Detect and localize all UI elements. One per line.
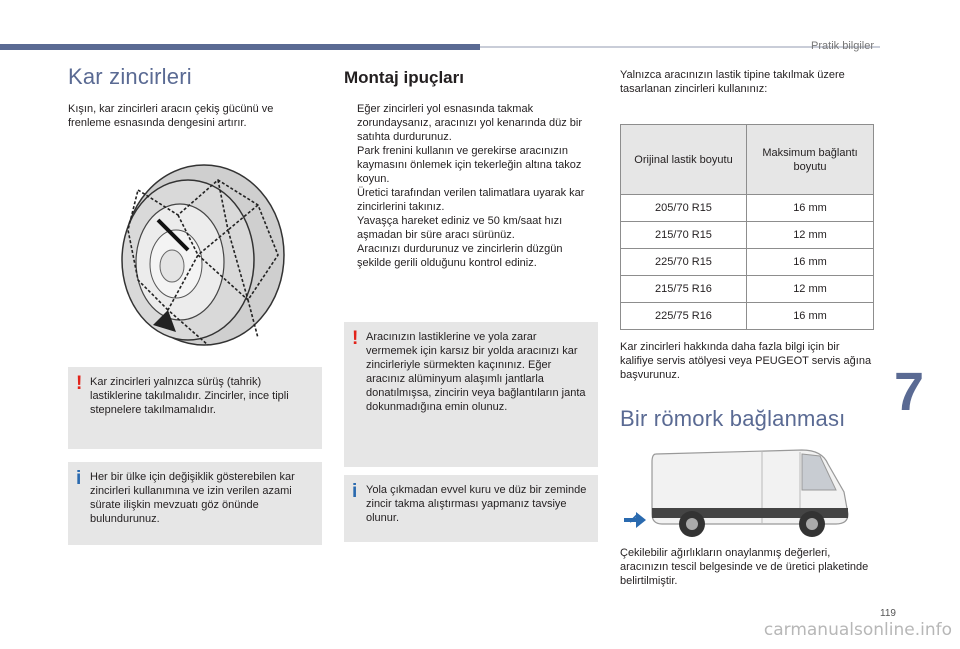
table-cell: 12 mm bbox=[747, 276, 874, 303]
list-item-text: Üretici tarafından verilen talimatlara uyarak kar zincirlerini takınız. bbox=[357, 187, 585, 213]
table-cell: 215/70 R15 bbox=[621, 222, 747, 249]
towing-title: Bir römork bağlanması bbox=[620, 406, 846, 431]
table-row bbox=[621, 249, 874, 276]
towing-caption: Çekilebilir ağırlıkların onaylanmış değerleri, aracınızın tescil belgesinde ve de üretici plaketinde belirtilmiştir. bbox=[620, 547, 869, 587]
list-item bbox=[344, 144, 598, 186]
list-item-text: Yavaşça hareket ediniz ve 50 km/saat hızı aşmadan bir süre aracı sürünüz. bbox=[357, 215, 563, 241]
table-cell: 205/70 R15 bbox=[621, 195, 747, 222]
warning-icon: ! bbox=[352, 328, 359, 349]
list-item bbox=[344, 242, 598, 270]
snow-chains-intro: Kışın, kar zincirleri aracın çekiş gücünü ve frenleme esnasında dengesini artırır. bbox=[68, 103, 274, 129]
snow-chain-wheel-illustration bbox=[108, 160, 288, 352]
watermark: carmanualsonline.info bbox=[763, 620, 952, 640]
table-cell: 16 mm bbox=[747, 249, 874, 276]
warning-box-road-damage bbox=[344, 322, 598, 467]
warning-box-drive-wheels bbox=[68, 367, 322, 449]
list-item bbox=[344, 102, 598, 144]
warning-text: Aracınızın lastiklerine ve yola zarar vermemek için karsız bir yolda aracınızı kar zincirleriyle sürmekten kaçınınız. Eğer aracınız alüminyum alaşımlı jantlarla donatılmışsa, zincirin veya bağlantıların janta dokunmadığına emin olunuz. bbox=[366, 331, 586, 413]
section-title: Pratik bilgiler bbox=[811, 40, 874, 52]
page-number: 119 bbox=[880, 608, 896, 619]
warning-icon: ! bbox=[76, 373, 83, 394]
column-header: Maksimum bağlantı boyutu bbox=[747, 125, 874, 195]
info-icon: i bbox=[352, 481, 358, 502]
list-item-text: Eğer zincirleri yol esnasında takmak zorundaysanız, aracınızı yol kenarında düz bir satıhta durdurunuz. bbox=[357, 103, 583, 143]
list-item bbox=[344, 186, 598, 214]
list-item bbox=[344, 214, 598, 242]
table-row bbox=[621, 303, 874, 330]
warning-text: Kar zincirleri yalnızca sürüş (tahrik) lastiklerine takılmalıdır. Zincirler, ince tipli stepnelere takılmamalıdır. bbox=[90, 376, 289, 416]
table-row bbox=[621, 195, 874, 222]
table-cell: 12 mm bbox=[747, 222, 874, 249]
info-text: Her bir ülke için değişiklik gösterebilen kar zincirleri kullanımına ve izin verilen azami sürate ilişkin mevzuatı göz önünde bulundurunuz. bbox=[90, 471, 295, 525]
table-cell: 225/70 R15 bbox=[621, 249, 747, 276]
column-header: Orijinal lastik boyutu bbox=[621, 125, 747, 195]
fitting-tips-title: Montaj ipuçları bbox=[344, 68, 464, 87]
fitting-tips-list bbox=[344, 102, 598, 270]
info-icon: i bbox=[76, 468, 82, 489]
table-cell: 225/75 R16 bbox=[621, 303, 747, 330]
info-box-practice bbox=[344, 475, 598, 542]
table-header-row bbox=[621, 125, 874, 195]
table-cell: 16 mm bbox=[747, 195, 874, 222]
tyre-size-table bbox=[620, 124, 874, 330]
more-info-text: Kar zincirleri hakkında daha fazla bilgi için bir kalifiye servis atölyesi veya PEUGEOT servis ağına başvurunuz. bbox=[620, 341, 872, 381]
info-text: Yola çıkmadan evvel kuru ve düz bir zeminde zincir takma alıştırması yapmanız tavsiye olunur. bbox=[366, 484, 587, 524]
chain-type-intro: Yalnızca aracınızın lastik tipine takılmak üzere tasarlanan zincirleri kullanınız: bbox=[620, 69, 845, 95]
table-row bbox=[621, 276, 874, 303]
table-cell: 215/75 R16 bbox=[621, 276, 747, 303]
snow-chains-title: Kar zincirleri bbox=[68, 64, 192, 89]
table-row bbox=[621, 222, 874, 249]
list-item-text: Park frenini kullanın ve gerekirse aracınızın kaymasını önlemek için tekerleğin altına takoz koyun. bbox=[357, 145, 582, 185]
chapter-number: 7 bbox=[894, 362, 925, 422]
info-box-legislation bbox=[68, 462, 322, 545]
list-item-text: Aracınızı durdurunuz ve zincirlerin düzgün şekilde gerili olduğunu kontrol ediniz. bbox=[357, 243, 563, 269]
table-cell: 16 mm bbox=[747, 303, 874, 330]
van-illustration bbox=[622, 444, 860, 540]
header-bar bbox=[0, 44, 480, 50]
arrow-right-icon bbox=[624, 512, 646, 528]
